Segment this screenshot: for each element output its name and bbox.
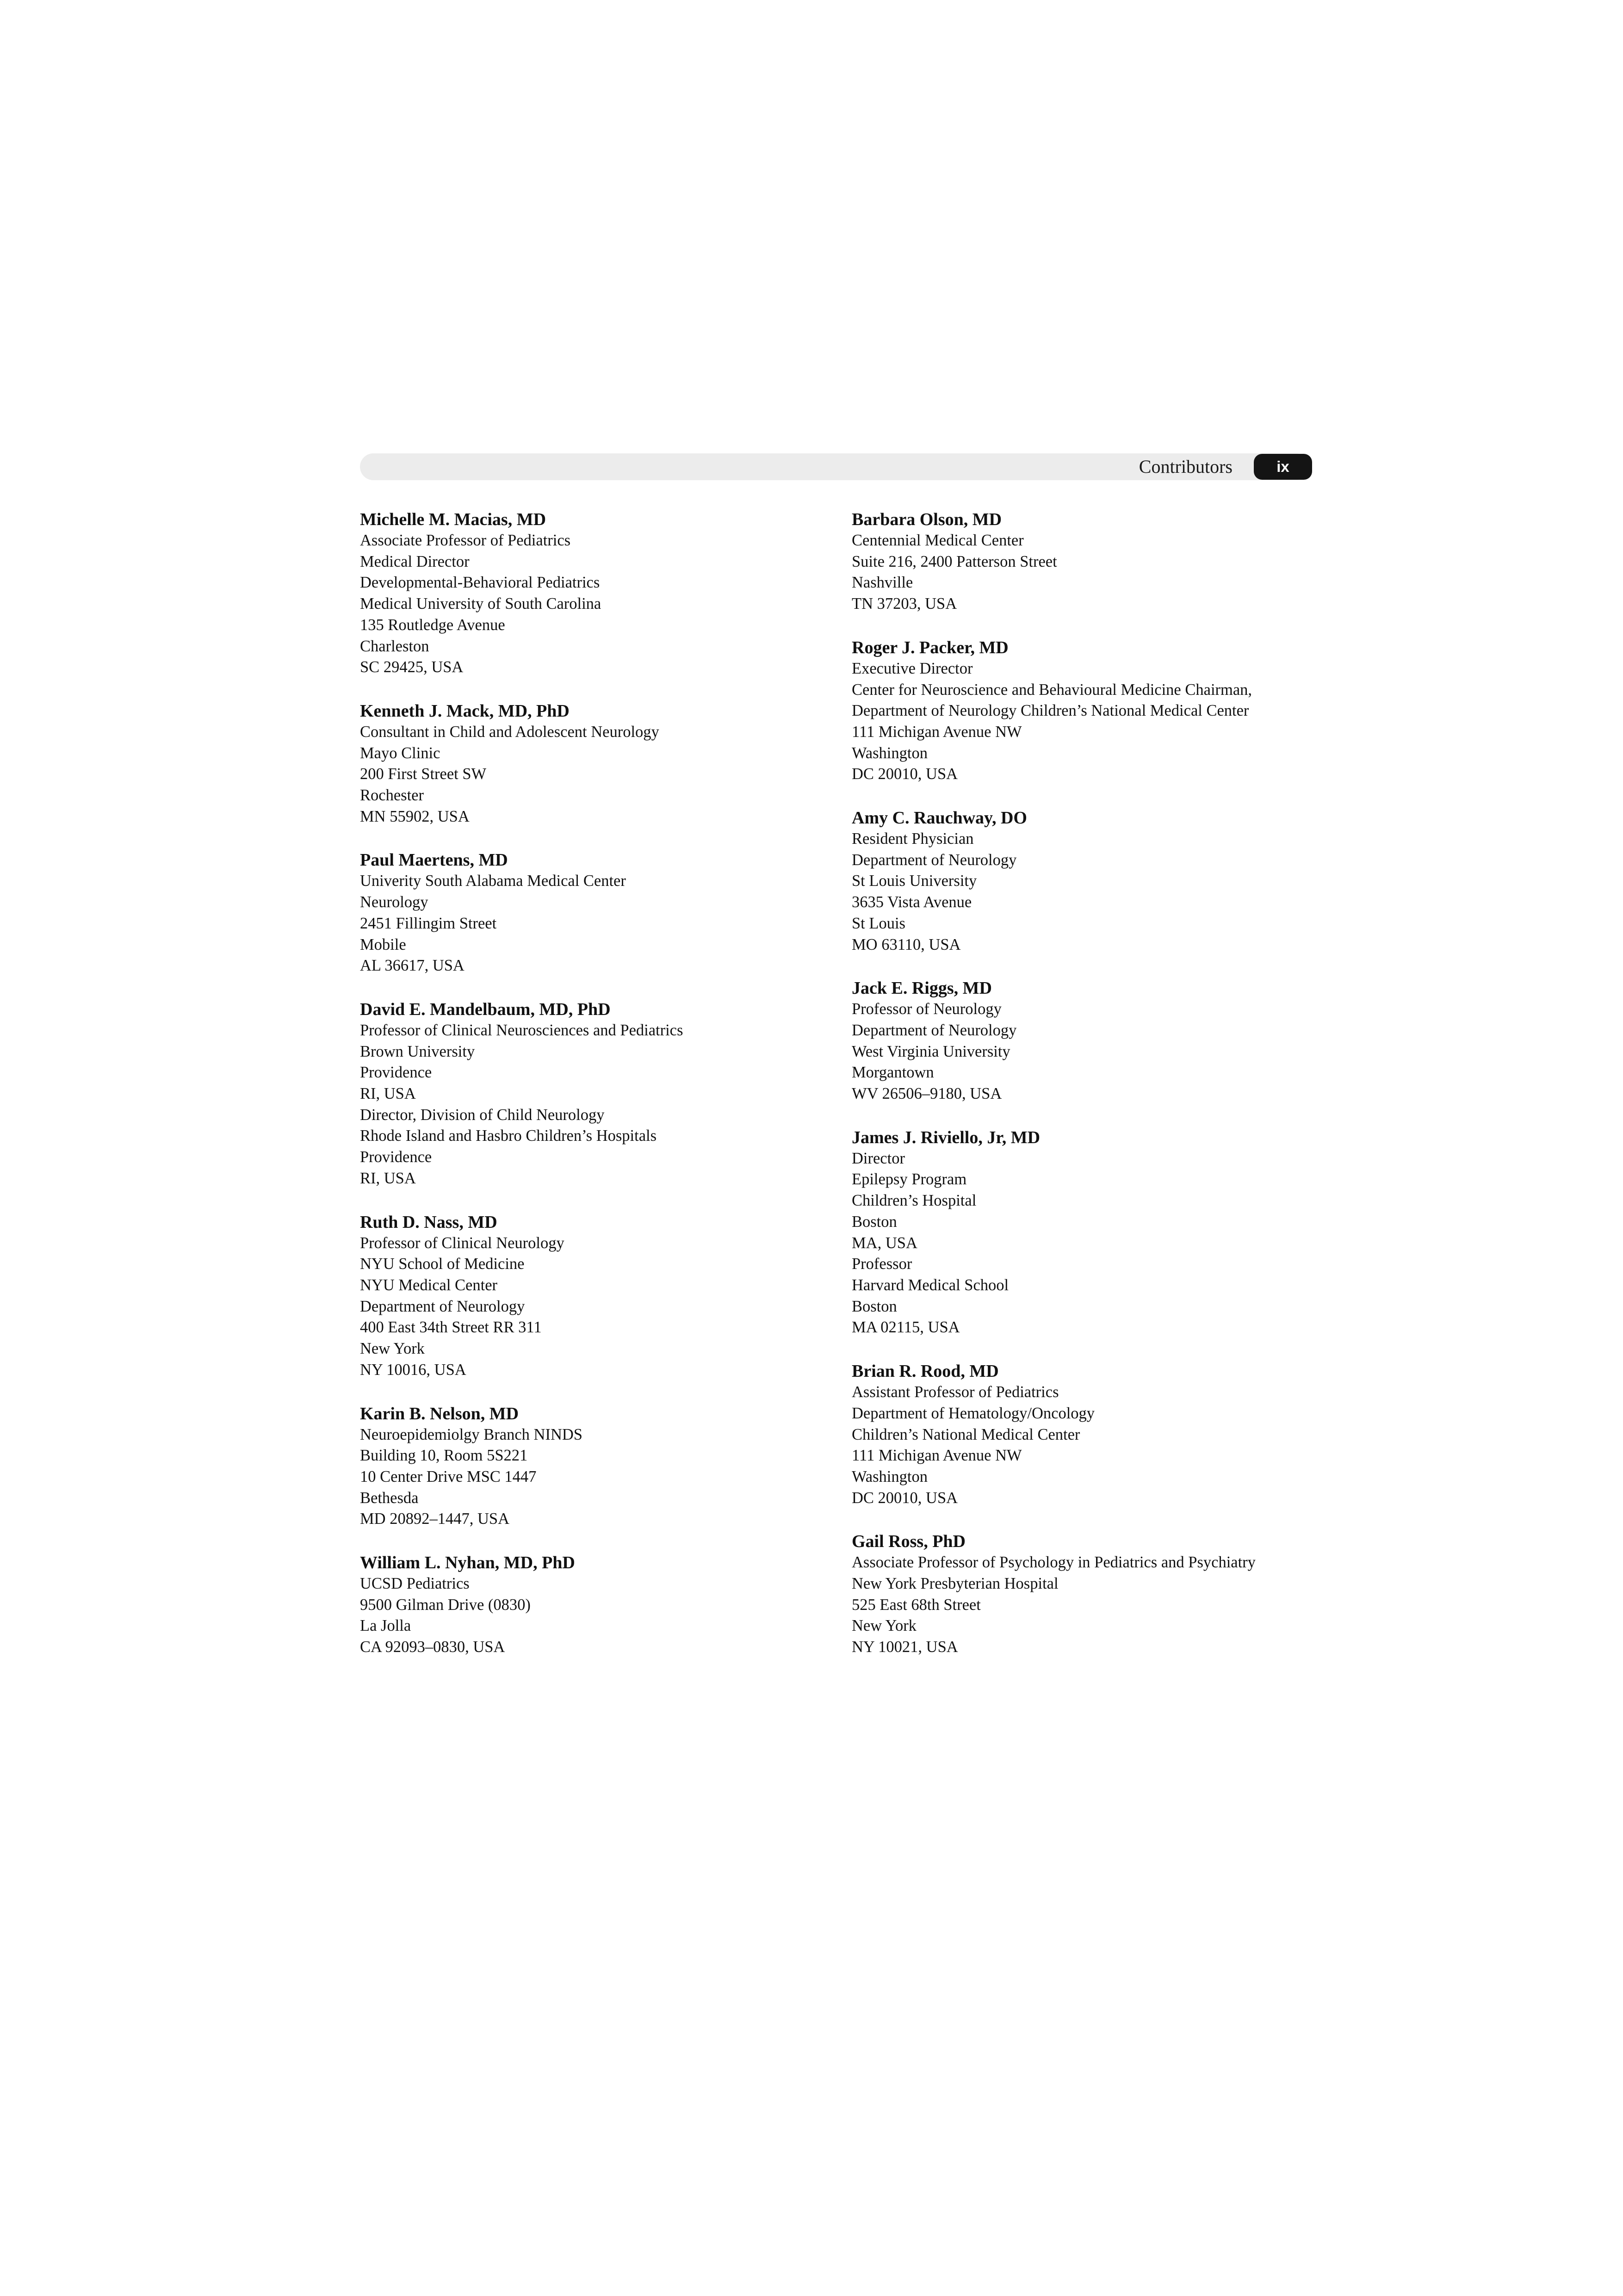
contributor-entry	[852, 978, 1324, 1105]
contributor-affiliation-line: UCSD Pediatrics	[360, 1575, 470, 1593]
contributor-affiliation-line: Morgantown	[852, 1064, 934, 1082]
contributor-affiliation-line: Director	[852, 1149, 905, 1167]
contributor-affiliation-line: Brown University	[360, 1042, 475, 1060]
contributor-affiliation-line: Bethesda	[360, 1489, 419, 1507]
contributor-affiliation-line: Medical University of South Carolina	[360, 595, 601, 613]
contributor-affiliation-line: Providence	[360, 1064, 432, 1082]
contributor-affiliation-line: SC 29425, USA	[360, 658, 464, 676]
contributor-affiliation-line: NYU Medical Center	[360, 1276, 497, 1294]
contributor-affiliation-line: MO 63110, USA	[852, 935, 961, 953]
contributor-affiliation-line: Executive Director	[852, 659, 973, 677]
contributor-affiliation-line: 10 Center Drive MSC 1447	[360, 1467, 537, 1485]
contributor-affiliation-line: Boston	[852, 1297, 897, 1315]
contributor-affiliation-line: RI, USA	[360, 1169, 416, 1187]
contributor-name: Amy C. Rauchway, DO	[852, 808, 1027, 828]
contributor-affiliation-line: Univerity South Alabama Medical Center	[360, 872, 626, 890]
contributor-affiliation-line: Professor of Neurology	[852, 1000, 1002, 1018]
contributor-affiliation-line: Professor of Clinical Neurosciences and Pediatrics	[360, 1021, 683, 1039]
contributor-affiliation-line: 525 East 68th Street	[852, 1596, 981, 1614]
contributor-affiliation-line: Boston	[852, 1213, 897, 1231]
page-number-badge: ix	[1254, 454, 1312, 480]
contributor-entry	[360, 1212, 832, 1381]
contributor-name: Jack E. Riggs, MD	[852, 978, 992, 998]
contributor-entry	[852, 1127, 1324, 1338]
contributor-name: David E. Mandelbaum, MD, PhD	[360, 999, 611, 1019]
contributor-affiliation-line: 111 Michigan Avenue NW	[852, 723, 1022, 741]
contributor-affiliation-line: St Louis	[852, 914, 905, 932]
contributor-affiliation-line: Providence	[360, 1148, 432, 1166]
running-header-bar	[360, 453, 1309, 480]
contributor-affiliation-line: MA 02115, USA	[852, 1318, 960, 1337]
contributor-affiliation-line: Department of Neurology	[852, 1021, 1017, 1039]
contributor-affiliation-line: Neurology	[360, 893, 428, 911]
contributor-name: Paul Maertens, MD	[360, 850, 508, 870]
contributors-column-right	[852, 509, 1324, 1658]
contributor-affiliation-line: DC 20010, USA	[852, 765, 958, 783]
contributor-affiliation-line: Mayo Clinic	[360, 744, 440, 762]
contributor-affiliation-line: NY 10021, USA	[852, 1638, 958, 1656]
contributor-affiliation-line: New York	[360, 1340, 425, 1358]
contributor-affiliation-line: Centennial Medical Center	[852, 532, 1024, 549]
contributor-affiliation-line: Harvard Medical School	[852, 1276, 1009, 1294]
contributor-name: Brian R. Rood, MD	[852, 1362, 999, 1381]
contributor-affiliation-line: Epilepsy Program	[852, 1170, 967, 1188]
contributor-affiliation-line: Mobile	[360, 935, 406, 953]
contributor-name: Karin B. Nelson, MD	[360, 1404, 519, 1423]
contributor-affiliation-line: New York	[852, 1617, 917, 1635]
contributor-affiliation-line: 2451 Fillingim Street	[360, 914, 497, 932]
contributor-name: William L. Nyhan, MD, PhD	[360, 1553, 575, 1573]
contributor-entry	[360, 1403, 832, 1530]
contributor-entry	[852, 637, 1324, 785]
contributor-affiliation-line: MN 55902, USA	[360, 807, 470, 825]
contributor-affiliation-line: MD 20892–1447, USA	[360, 1510, 509, 1528]
contributor-affiliation-line: 111 Michigan Avenue NW	[852, 1447, 1022, 1465]
contributor-affiliation-line: West Virginia University	[852, 1042, 1010, 1060]
running-header-title: Contributors	[1139, 456, 1233, 477]
contributor-entry	[852, 1361, 1324, 1509]
contributor-affiliation-line: Washington	[852, 1467, 928, 1485]
contributor-affiliation-line: Department of Neurology	[360, 1297, 525, 1315]
contributor-affiliation-line: Children’s Hospital	[852, 1192, 977, 1210]
contributor-affiliation-line: Rochester	[360, 786, 424, 805]
contributor-entry	[852, 807, 1324, 955]
contributor-affiliation-line: Associate Professor of Pediatrics	[360, 532, 571, 549]
contributor-affiliation-line: Rhode Island and Hasbro Children’s Hospitals	[360, 1127, 657, 1145]
contributor-entry	[852, 1531, 1324, 1658]
contributor-affiliation-line: Consultant in Child and Adolescent Neurology	[360, 723, 659, 741]
contributor-affiliation-line: Neuroepidemiolgy Branch NINDS	[360, 1425, 582, 1443]
contributor-affiliation-line: Medical Director	[360, 552, 470, 570]
contributor-affiliation-line: 200 First Street SW	[360, 765, 487, 783]
contributor-affiliation-line: Professor of Clinical Neurology	[360, 1234, 564, 1252]
contributor-affiliation-line: Department of Neurology Children’s National Medical Center	[852, 702, 1249, 720]
contributors-column-left	[360, 509, 832, 1658]
contributor-affiliation-line: TN 37203, USA	[852, 595, 957, 613]
contributor-affiliation-line: Assistant Professor of Pediatrics	[852, 1383, 1059, 1401]
contributor-name: Ruth D. Nass, MD	[360, 1212, 497, 1232]
contributor-affiliation-line: MA, USA	[852, 1234, 917, 1252]
contributor-affiliation-line: WV 26506–9180, USA	[852, 1085, 1002, 1103]
contributor-name: Michelle M. Macias, MD	[360, 510, 546, 529]
contributor-affiliation-line: Professor	[852, 1255, 912, 1273]
contributor-affiliation-line: Associate Professor of Psychology in Pediatrics and Psychiatry	[852, 1553, 1256, 1572]
contributor-affiliation-line: New York Presbyterian Hospital	[852, 1575, 1059, 1593]
contributor-entry	[360, 999, 832, 1189]
contributor-affiliation-line: Developmental-Behavioral Pediatrics	[360, 574, 600, 592]
contributor-affiliation-line: 135 Routledge Avenue	[360, 616, 505, 634]
contributor-name: James J. Riviello, Jr, MD	[852, 1127, 1041, 1147]
contributor-affiliation-line: RI, USA	[360, 1085, 416, 1103]
contributor-affiliation-line: Resident Physician	[852, 830, 974, 848]
contributor-name: Barbara Olson, MD	[852, 510, 1002, 529]
contributor-affiliation-line: 9500 Gilman Drive (0830)	[360, 1596, 531, 1614]
contributor-affiliation-line: Department of Hematology/Oncology	[852, 1404, 1095, 1422]
contributor-entry	[360, 1552, 832, 1658]
contributor-affiliation-line: 3635 Vista Avenue	[852, 893, 972, 911]
contributor-name: Roger J. Packer, MD	[852, 637, 1009, 657]
contributor-affiliation-line: CA 92093–0830, USA	[360, 1638, 505, 1656]
contributor-affiliation-line: Building 10, Room 5S221	[360, 1447, 528, 1465]
contributor-affiliation-line: Suite 216, 2400 Patterson Street	[852, 552, 1057, 570]
contributor-affiliation-line: AL 36617, USA	[360, 957, 465, 975]
contributor-affiliation-line: Charleston	[360, 637, 429, 655]
contributor-affiliation-line: Director, Division of Child Neurology	[360, 1106, 605, 1124]
contributor-affiliation-line: NY 10016, USA	[360, 1361, 466, 1379]
contributor-affiliation-line: DC 20010, USA	[852, 1489, 958, 1507]
contributor-affiliation-line: Nashville	[852, 574, 913, 592]
contributor-name: Kenneth J. Mack, MD, PhD	[360, 701, 570, 721]
contributor-entry	[360, 849, 832, 977]
contributor-affiliation-line: NYU School of Medicine	[360, 1255, 525, 1273]
contributor-affiliation-line: Center for Neuroscience and Behavioural Medicine Chairman,	[852, 681, 1252, 699]
contributor-entry	[360, 700, 832, 828]
contributor-affiliation-line: Washington	[852, 744, 928, 762]
contributor-entry	[852, 509, 1324, 615]
contributor-affiliation-line: La Jolla	[360, 1617, 411, 1635]
contributor-entry	[360, 509, 832, 678]
contributor-affiliation-line: Children’s National Medical Center	[852, 1425, 1080, 1443]
contributor-affiliation-line: St Louis University	[852, 872, 977, 890]
contributor-affiliation-line: Department of Neurology	[852, 851, 1017, 869]
contributor-affiliation-line: 400 East 34th Street RR 311	[360, 1318, 542, 1337]
contributor-name: Gail Ross, PhD	[852, 1532, 966, 1552]
